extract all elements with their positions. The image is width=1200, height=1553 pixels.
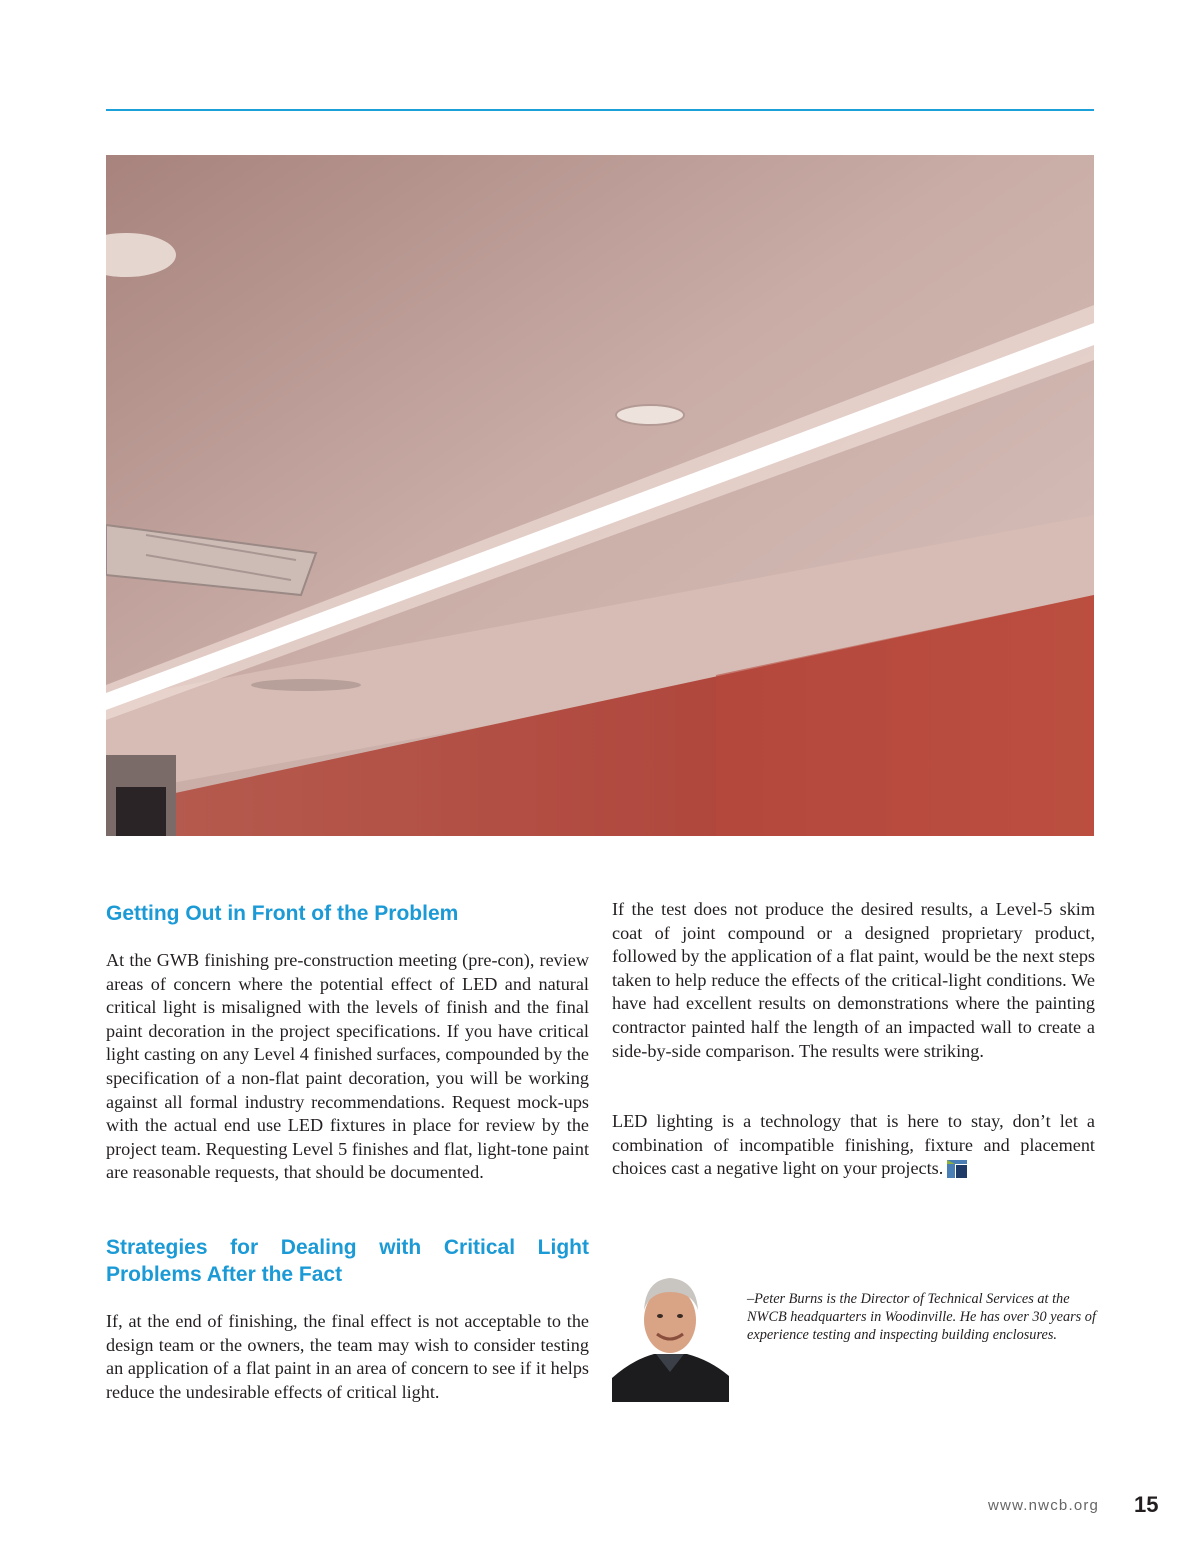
- page-number: 15: [1134, 1492, 1159, 1517]
- section-heading-line: Problems After the Fact: [106, 1263, 343, 1286]
- body-paragraph: If, at the end of finishing, the final effect is not acceptable to the design team or the owners, the team may wish to consider testing an application of a flat paint in an area of concern to see if it helps reduce the undesirable effects of critical light.: [106, 1311, 589, 1402]
- section-heading: [106, 1234, 589, 1288]
- author-bio: –Peter Burns is the Director of Technical Services at the NWCB headquarters in Woodinville. He has over 30 years of experience testing and inspecting building enclosures.: [747, 1291, 1096, 1343]
- closing-paragraph-text: LED lighting is a technology that is here to stay, don’t let a combination of incompatible finishing, fixture and placement choices cast a negative light on your projects.: [612, 1111, 1095, 1179]
- author-portrait: [612, 1268, 729, 1402]
- body-paragraph: If the test does not produce the desired results, a Level-5 skim coat of joint compound or a designed proprietary product, followed by the application of a flat paint, would be the next steps taken to help reduce the effects of the critical-light conditions. We have had excellent results on demonstrations where the painting contractor painted half the length of an impacted wall to create a side-by-side comparison. The results were striking.: [612, 899, 1095, 1061]
- body-paragraph: At the GWB finishing pre-construction meeting (pre-con), review areas of concern where the potential effect of LED and natural critical light is misaligned with the levels of finish and the final paint decoration in the project specifications. If you have critical light casting on any Level 4 finished surfaces, compounded by the specification of a non-flat paint decoration, you will be working against all formal industry recommendations. Request mock-ups with the actual end use LED fixtures in place for review by the project team. Requesting Level 5 finishes and flat, light-tone paint are reasonable requests, that should be documented.: [106, 950, 589, 1183]
- body-paragraph: [612, 1110, 1095, 1181]
- section-heading-line: Strategies for Dealing with Critical Light: [106, 1236, 589, 1259]
- nwcb-end-mark-icon: [947, 1158, 967, 1178]
- footer-url: www.nwcb.org: [988, 1497, 1100, 1514]
- ceiling-led-photo: [106, 155, 1094, 836]
- top-rule: [106, 109, 1094, 111]
- section-heading: Getting Out in Front of the Problem: [106, 902, 459, 925]
